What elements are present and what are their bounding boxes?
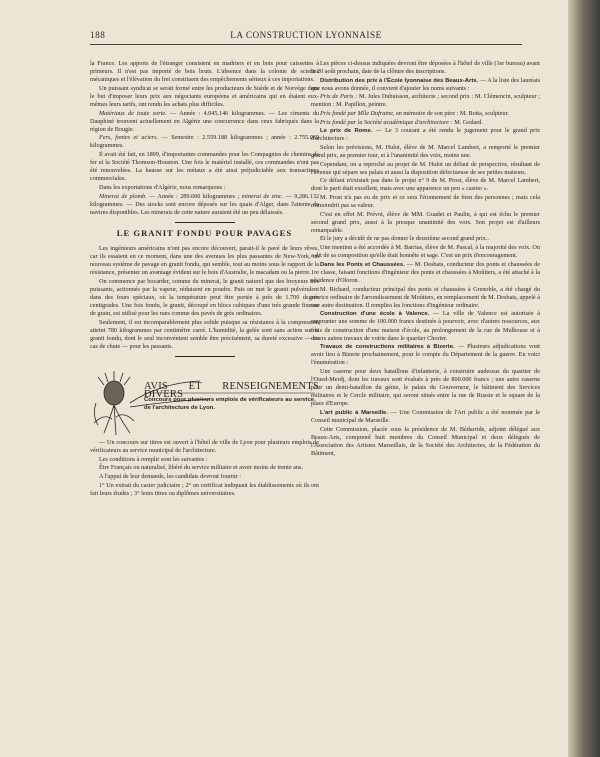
running-title: LA CONSTRUCTION LYONNAISE bbox=[230, 30, 382, 40]
news-heading: Dans les Ponts et Chaussées. bbox=[320, 261, 405, 268]
news-heading: L'art public à Marseille. bbox=[320, 409, 388, 416]
avis-lead bbox=[144, 396, 314, 412]
avis-header bbox=[90, 363, 319, 437]
paragraph: Minerai de plomb. — Année : 289.600 kilogrammes ; minerai de zinc. — 9,286.132 kilogrammes. — Des stocks sont encore déposés sur les quais d'Alger, dans l'attente de navires disponibles. Les minerais de cette nature auraient été un peu délaissés. bbox=[90, 192, 320, 216]
paragraph: Prix fondé par Mlle Dufraine, en mémoire de son père : M. Botta, sculpteur. bbox=[320, 110, 509, 118]
paragraph: Il avait été fait, en 1899, d'importantes commandes pour les Compagnies de chemins de fer et la Société Thomson-Houston. Une fois le matériel installé, ces commandes n'ont pas été renouvelées. La hausse sur les métaux a été ainsi préjudiciable aux transactions commerciales. bbox=[90, 151, 319, 183]
paragraph: Distribution des prix à l'École lyonnaise des Beaux-Arts. — A la liste des lauréats que nous avons donnée, il convient d'ajouter les noms suivants : bbox=[311, 76, 540, 92]
right-column bbox=[311, 60, 540, 459]
paragraph: — Un concours sur titres est ouvert à l'hôtel de ville de Lyon pour plusieurs emplois de vérificateurs au service municipal de l'architecture. bbox=[90, 439, 319, 455]
paragraph: Un puissant syndicat se serait formé entre les producteurs de Suède et de Norvège dans le but d'imposer leurs prix aux négociants européens et américains qui en étaient eux-mêmes leurs tarifs, ont rendu les achats plus difficiles. bbox=[90, 84, 319, 108]
paragraph: Une caserne pour deux bataillons d'infanterie, à construire audessus du quartier de l'Oued-Merdj, dont les travaux sont évalués à près de 800.000 francs ; une autre caserne pour un demi-bataillon du génie, le palais du Gouverneur, le bâtiment des Services militaires et le Cercle militaire, qui seront situés entre la rue de Russie et le square de la place d'Europe. bbox=[311, 367, 540, 408]
paragraph: Ce défaut n'existait pas dans le projet n° 9 de M. Prost, élève de M. Marcel Lambert, dont le parti était excellent, mais avec une apparence un peu « casino ». bbox=[311, 177, 540, 193]
paragraph: Une mention a été accordée à M. Barrias, élève de M. Pascal, à la majorité des voix. On a dit de sa composition qu'elle était honnête et sage. C'est un prix d'encouragement. bbox=[311, 244, 540, 260]
paragraph: A l'appui de leur demande, les candidats devront fournir : bbox=[99, 472, 242, 480]
paragraph: Cependant, on a reproché au projet de M. Hulot un défaut de perspective, résultant de l'avenue qui sépare ses palais et aussi la disposition défectueuse de ses petites maisons. bbox=[311, 160, 540, 176]
paragraph: Et le jury a décidé de ne pas donner le deuxième second grand prix.. bbox=[320, 235, 489, 243]
paragraph: Les pièces ci-dessus indiquées devront être déposées à l'hôtel de ville (1er bureau) avant le 20 août prochain, date de la clôture des inscriptions. bbox=[311, 60, 540, 76]
left-column bbox=[90, 60, 319, 498]
item-label: Prix fondé par la Société académique d'architecture : bbox=[320, 118, 453, 126]
paragraph: Les ingénieurs américains n'ont pas encore découvert, parait-il le pavé de leurs rêves, car ils essaient en ce moment, dans une des avenues les plus passantes de New-York, un nouveau système de pavage en granit fondu, qui semble, tout au moins sous le rapport de la résistance, présenter un avantage évident sur le bois d'Australie, le macadam ou la pierre. bbox=[90, 244, 319, 277]
paragraph: Être Français ou naturalisé, libéré du service militaire et avoir moins de trente ans. bbox=[99, 464, 303, 472]
paragraph: Prix fondé par la Société académique d'architecture : M. Godard. bbox=[320, 118, 483, 126]
section-separator bbox=[175, 222, 235, 223]
news-heading: Le prix de Rome. bbox=[320, 128, 373, 135]
header-rule bbox=[90, 44, 522, 45]
paragraph: L'art public à Marseille. — Une Commission de l'Art public a été nommée par le Conseil municipal de Marseille. bbox=[311, 408, 540, 425]
section-title-granit: LE GRANIT FONDU POUR PAVAGES bbox=[116, 227, 293, 238]
paragraph: C'est en effet M. Prévot, élève de MM. Guadet et Paulin, à qui est échu le premier second grand prix, aussi à la presque unanimité des voix. Son projet est d'ailleurs remarquable. bbox=[311, 210, 540, 234]
paragraph: Le prix de Rome. — Le 3 courant a été rendu le jugement pour le grand prix d'architecture : bbox=[311, 127, 541, 143]
news-heading: Travaux de constructions militaires à Bizerte. bbox=[320, 344, 455, 351]
page-number: 188 bbox=[90, 30, 106, 40]
paragraph: Les conditions à remplir sont les suivantes : bbox=[99, 455, 208, 463]
item-label: minerai de zinc. bbox=[241, 192, 284, 200]
item-label: Matériaux de toute sorte. bbox=[99, 109, 167, 117]
paragraph: Cette Commission, placée sous la présidence de M. Bédarride, adjoint délégué aux Beaux-Arts, comprend huit membres du Conseil Municipal et deux délégués de l'Association des Artistes Marseillais, de la Société des Architectes, de la Fédération du Bâtiment, bbox=[311, 425, 540, 457]
item-label: Prix de Paris : bbox=[320, 93, 358, 101]
news-heading: Construction d'une école à Valence. bbox=[320, 311, 430, 318]
item-label: Fers, fontes et aciers. bbox=[99, 134, 159, 142]
news-heading: Distribution des prix à l'École lyonnaise des Beaux-Arts. bbox=[320, 77, 479, 84]
book-spine-edge bbox=[568, 0, 600, 757]
avis-lead-bold: Concours pour plusieurs emplois de vérificateurs au service de l'architecture de Lyon. bbox=[144, 397, 314, 412]
paragraph: Matériaux de toute sorte. — Année : 4.045.146 kilogrammes. — Les ciments du Dauphiné trouvent actuellement en Algérie une concurrence dans ceux fabriqués dans la région de Bougie. bbox=[90, 109, 320, 133]
paragraph: On commence par bocarder, comme du minerai, le granit naturel que des broyeurs très puissants, actionnés par la vapeur, réduisent en poudre. Puis on met le granit pulvérulent dans des fours spéciaux, où la température peut être portée à près de 1.700 degrés centigrades. Une fois fondu, le granit, découpé en blocs cubiques d'une très grande finesse de grain, est utilisé pour les rues comme des pavés de grès ordinaires. bbox=[90, 277, 319, 318]
item-label: Prix fondé par Mlle Dufraine, bbox=[320, 110, 395, 118]
paragraph: M. Prost n'a pas eu de prix et ce sera l'étonnement de bien des personnes ; mais cela n'amoindrit pas sa valeur. bbox=[311, 194, 540, 210]
avis-title: AVIS ET RENSEIGNEMENTS DIVERS bbox=[144, 381, 319, 401]
paragraph: Fers, fontes et aciers. — Semestre : 2.559.188 kilogrammes ; année : 2.755.069 kilogrammes. bbox=[90, 134, 320, 150]
paragraph: Dans les Ponts et Chaussées. — M. Desbats, conducteur des ponts et chaussées de 1re classe, faisant fonctions d'ingénieur des ponts et chaussées à Moûtiers, a été attaché à la résidence d'Oloron. bbox=[311, 260, 541, 284]
paragraph: Dans les exportations d'Algérie, nous remarquons : bbox=[99, 183, 226, 191]
paragraph: Prix de Paris : M. Jules Dubuisson, architecte ; second prix : M. Clémencin, sculpteur ; mention : M. Papillon, peintre. bbox=[311, 93, 541, 109]
paragraph: 1° Un extrait du casier judiciaire ; 2° un certificat indiquant les établissements où ils ont fait leurs études ; 3° leurs titres ou diplômes universitaires. bbox=[90, 481, 319, 497]
paragraph: Seulement, il est incomparablement plus solide puisque sa résistance à la compression atteint 780 kilogrammes par centimètre carré. L'humidité, la gelée sont sans action sur le granit fondu, dont le seul inconvénient semble être précisément, sa dureté excessive — en cas de chute — pour les passants. bbox=[90, 318, 319, 350]
paragraph: Travaux de constructions militaires à Bizerte. — Plusieurs adjudications vont avoir lieu à Bizerte prochainement, pour le compte du Département de la guerre. En voici l'énumération : bbox=[311, 343, 541, 367]
section-separator bbox=[175, 356, 235, 357]
item-label: Minerai de plomb. bbox=[99, 192, 147, 200]
paragraph: Selon les prévisions, M. Hulot, élève de M. Marcel Lambert, a remporté le premier grand prix, au premier tour, et à l'unanimité des voix, moins une. bbox=[311, 143, 540, 160]
paragraph: M. Richard, conducteur principal des ponts et chaussées à Grenoble, a été chargé du service ordinaire de l'arrondissement de Moûtiers, en remplacement de M. Desbats, appelé à une autre destination. Il remplira les fonctions d'ingénieur ordinaire. bbox=[311, 285, 540, 309]
paragraph: la France. Les apports de l'étranger consistent en madriers et en bois pour caissettes à primeurs. Il n'est pas importé de bois bruts. L'absence dans la colonie de scieries mécaniques et l'élévation du fret constituent des empêchements sérieux à ces importations. bbox=[90, 60, 319, 84]
paragraph: Construction d'une école à Valence. — La ville de Valence est autorisée à emprunter une somme de 100.000 francs destinée à pourvoir, avec d'autres ressources, aux frais de construction d'une maison d'école, au prolongement de la rue de Mulhouse et à divers autres travaux de voirie dans le quartier Chorier. bbox=[311, 310, 540, 342]
